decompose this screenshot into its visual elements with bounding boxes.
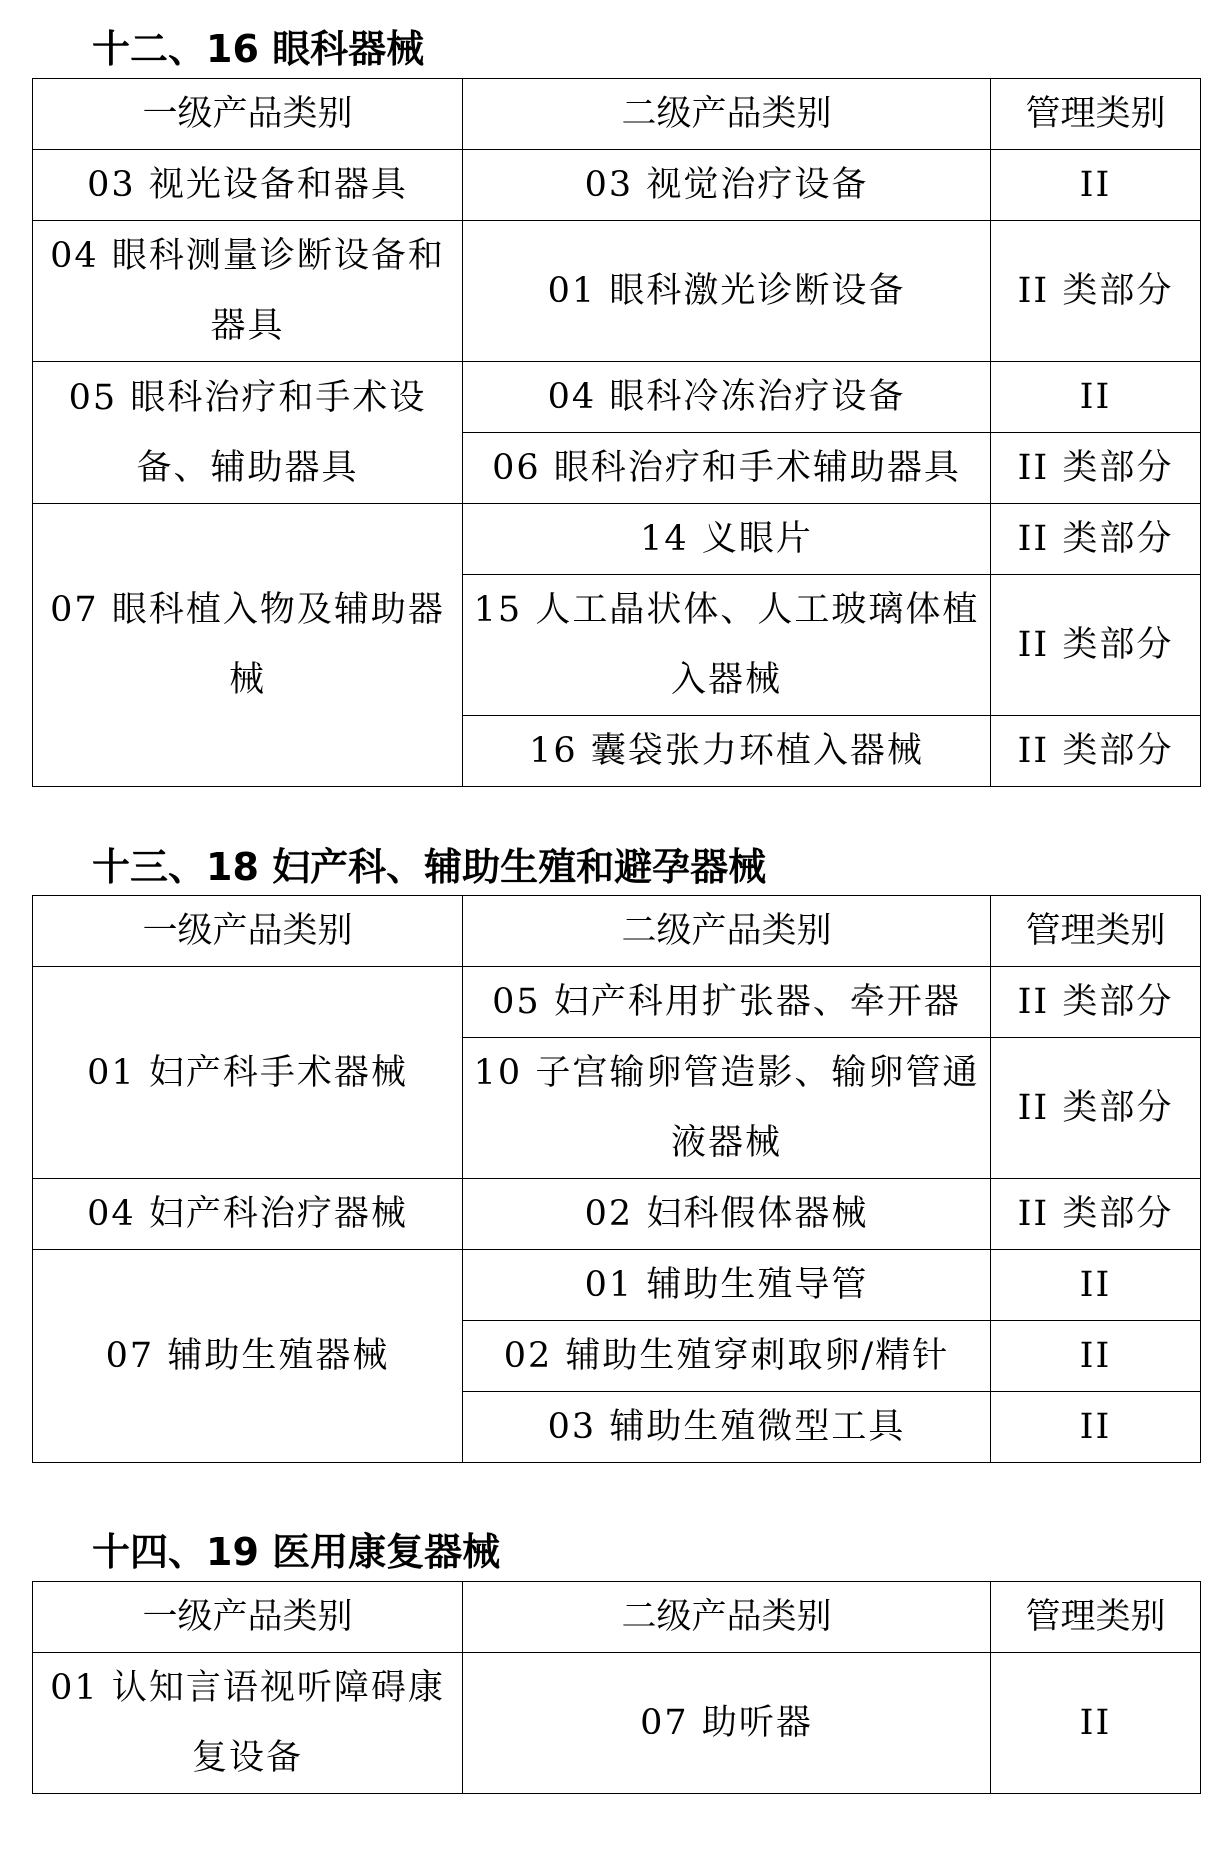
level1-cell: 04 眼科测量诊断设备和器具 bbox=[33, 221, 463, 362]
mgmt-cell: II 类部分 bbox=[991, 504, 1201, 575]
level1-cell: 01 认知言语视听障碍康复设备 bbox=[33, 1653, 463, 1794]
mgmt-cell: II bbox=[991, 1321, 1201, 1392]
mgmt-cell: II 类部分 bbox=[991, 716, 1201, 787]
header-level1: 一级产品类别 bbox=[33, 1582, 463, 1653]
level2-cell: 03 辅助生殖微型工具 bbox=[463, 1392, 991, 1463]
table-row bbox=[33, 967, 1201, 1038]
level1-cell: 03 视光设备和器具 bbox=[33, 150, 463, 221]
level1-cell: 01 妇产科手术器械 bbox=[33, 967, 463, 1179]
header-mgmt: 管理类别 bbox=[991, 79, 1201, 150]
category-table bbox=[32, 895, 1201, 1463]
level1-cell: 04 妇产科治疗器械 bbox=[33, 1179, 463, 1250]
level2-cell: 07 助听器 bbox=[463, 1653, 991, 1794]
header-mgmt: 管理类别 bbox=[991, 896, 1201, 967]
level1-cell: 05 眼科治疗和手术设备、辅助器具 bbox=[33, 362, 463, 504]
table-row bbox=[33, 1250, 1201, 1321]
mgmt-cell: II bbox=[991, 1250, 1201, 1321]
mgmt-cell: II bbox=[991, 362, 1201, 433]
level2-cell: 16 囊袋张力环植入器械 bbox=[463, 716, 991, 787]
category-table bbox=[32, 78, 1201, 787]
mgmt-cell: II 类部分 bbox=[991, 575, 1201, 716]
level1-cell: 07 眼科植入物及辅助器械 bbox=[33, 504, 463, 787]
header-level2: 二级产品类别 bbox=[463, 1582, 991, 1653]
level2-cell: 05 妇产科用扩张器、牵开器 bbox=[463, 967, 991, 1038]
table-row bbox=[33, 362, 1201, 433]
category-table bbox=[32, 1581, 1201, 1794]
level2-cell: 01 眼科激光诊断设备 bbox=[463, 221, 991, 362]
table-header-row bbox=[33, 896, 1201, 967]
table-row bbox=[33, 150, 1201, 221]
table-row bbox=[33, 1653, 1201, 1794]
mgmt-cell: II bbox=[991, 150, 1201, 221]
level2-cell: 14 义眼片 bbox=[463, 504, 991, 575]
header-level1: 一级产品类别 bbox=[33, 79, 463, 150]
level2-cell: 03 视觉治疗设备 bbox=[463, 150, 991, 221]
header-level2: 二级产品类别 bbox=[463, 79, 991, 150]
level2-cell: 10 子宫输卵管造影、输卵管通液器械 bbox=[463, 1038, 991, 1179]
level2-cell: 04 眼科冷冻治疗设备 bbox=[463, 362, 991, 433]
mgmt-cell: II 类部分 bbox=[991, 1179, 1201, 1250]
table-row bbox=[33, 504, 1201, 575]
mgmt-cell: II 类部分 bbox=[991, 433, 1201, 504]
mgmt-cell: II 类部分 bbox=[991, 967, 1201, 1038]
level2-cell: 06 眼科治疗和手术辅助器具 bbox=[463, 433, 991, 504]
mgmt-cell: II bbox=[991, 1653, 1201, 1794]
section-title: 十四、19 医用康复器械 bbox=[92, 1530, 501, 1574]
section-title: 十三、18 妇产科、辅助生殖和避孕器械 bbox=[92, 845, 767, 889]
table-header-row bbox=[33, 1582, 1201, 1653]
mgmt-cell: II bbox=[991, 1392, 1201, 1463]
section-title: 十二、16 眼科器械 bbox=[92, 27, 425, 71]
level2-cell: 15 人工晶状体、人工玻璃体植入器械 bbox=[463, 575, 991, 716]
level2-cell: 02 妇科假体器械 bbox=[463, 1179, 991, 1250]
table-row bbox=[33, 221, 1201, 362]
mgmt-cell: II 类部分 bbox=[991, 1038, 1201, 1179]
level2-cell: 02 辅助生殖穿刺取卵/精针 bbox=[463, 1321, 991, 1392]
table-row bbox=[33, 1179, 1201, 1250]
mgmt-cell: II 类部分 bbox=[991, 221, 1201, 362]
table-header-row bbox=[33, 79, 1201, 150]
level1-cell: 07 辅助生殖器械 bbox=[33, 1250, 463, 1463]
header-mgmt: 管理类别 bbox=[991, 1582, 1201, 1653]
header-level2: 二级产品类别 bbox=[463, 896, 991, 967]
header-level1: 一级产品类别 bbox=[33, 896, 463, 967]
level2-cell: 01 辅助生殖导管 bbox=[463, 1250, 991, 1321]
